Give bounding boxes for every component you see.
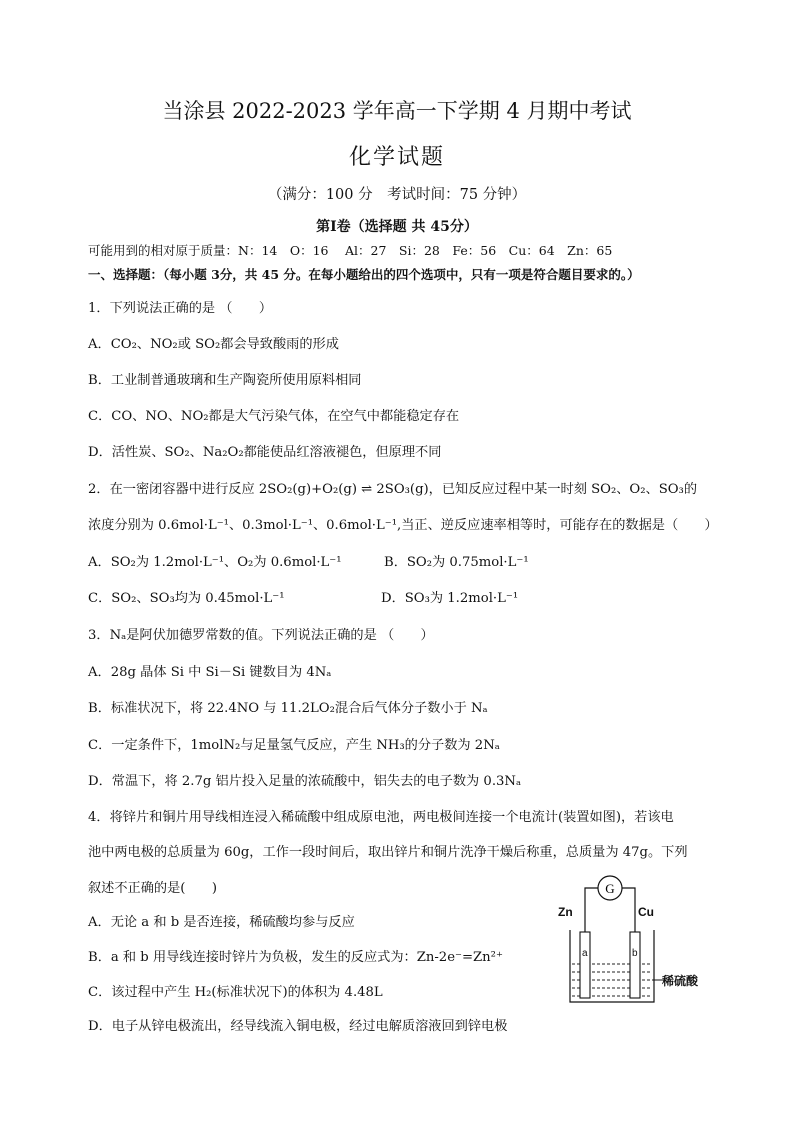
q4-option-d: D．电子从锌电极流出，经导线流入铜电极，经过电解质溶液回到锌电极: [88, 1019, 508, 1034]
q2-option-a: A．SO₂为 1.2mol·L⁻¹、O₂为 0.6mol·L⁻¹: [88, 555, 342, 570]
q3-option-c: C．一定条件下，1molN₂与足量氢气反应，产生 NH₃的分子数为 2Nₐ: [88, 738, 500, 753]
q4-stem-3: 叙述不正确的是( ): [88, 881, 217, 896]
q4-option-b: B．a 和 b 用导线连接时锌片为负极，发生的反应式为：Zn-2e⁻=Zn²⁺: [88, 950, 503, 965]
q3-option-b: B．标准状况下，将 22.4NO 与 11.2LO₂混合后气体分子数小于 Nₐ: [88, 701, 488, 716]
galvanometer-label: G: [605, 881, 615, 896]
q4-stem-2: 池中两电极的总质量为 60g，工作一段时间后，取出锌片和铜片洗净干燥后称重，总质量为 47g。下列: [88, 845, 688, 860]
q1-option-a: A．CO₂、NO₂或 SO₂都会导致酸雨的形成: [88, 337, 339, 352]
a-label: a: [582, 948, 588, 959]
volume-heading: 第Ⅰ卷（选择题 共 45分）: [316, 219, 478, 235]
q2-option-b: B．SO₂为 0.75mol·L⁻¹: [384, 555, 529, 570]
q2-stem-2: 浓度分别为 0.6mol·L⁻¹、0.3mol·L⁻¹、0.6mol·L⁻¹,当正、逆反应速率相等时，可能存在的数据是（ ）: [88, 518, 718, 533]
zinc-electrode: [580, 932, 590, 998]
q4-option-a: A．无论 a 和 b 是否连接，稀硫酸均参与反应: [88, 915, 355, 930]
atomic-mass-line: 可能用到的相对原于质量：N：14 O：16 Al：27 Si：28 Fe：56 Cu：64 Zn：65: [88, 243, 613, 258]
q1-option-c: C．CO、NO、NO₂都是大气污染气体，在空气中都能稳定存在: [88, 409, 460, 424]
q2-option-d: D．SO₃为 1.2mol·L⁻¹: [381, 591, 519, 606]
copper-electrode: [630, 932, 640, 998]
q1-stem: 1．下列说法正确的是 （ ）: [88, 301, 273, 316]
acid-label: 稀硫酸: [662, 974, 699, 988]
q4-option-c: C．该过程中产生 H₂(标准状况下)的体积为 4.48L: [88, 985, 383, 1000]
cu-label: Cu: [638, 905, 654, 919]
q1-option-d: D．活性炭、SO₂、Na₂O₂都能使品红溶液褪色，但原理不同: [88, 445, 442, 460]
zn-label: Zn: [558, 905, 573, 919]
q3-option-a: A．28g 晶体 Si 中 Si－Si 键数目为 4Nₐ: [88, 665, 332, 680]
exam-info: （满分：100 分 考试时间：75 分钟）: [267, 187, 527, 203]
q3-stem: 3．Nₐ是阿伏加德罗常数的值。下列说法正确的是 （ ）: [88, 628, 434, 643]
q2-stem-1: 2．在一密闭容器中进行反应 2SO₂(g)+O₂(g) ⇌ 2SO₃(g)，已知反应过程中某一时刻 SO₂、O₂、SO₃的: [88, 482, 698, 497]
q2-option-c: C．SO₂、SO₃均为 0.45mol·L⁻¹: [88, 591, 285, 606]
b-label: b: [632, 948, 638, 959]
subject-title: 化学试题: [348, 145, 445, 170]
section-heading: 一、选择题：（每小题 3分，共 45 分。在每小题给出的四个选项中，只有一项是符合题目要求的。）: [88, 267, 640, 282]
q4-stem-1: 4．将锌片和铜片用导线相连浸入稀硫酸中组成原电池，两电极间连接一个电流计(装置如图)，若该电: [88, 810, 674, 825]
q1-option-b: B．工业制普通玻璃和生产陶瓷所使用原料相同: [88, 373, 362, 388]
q3-option-d: D．常温下，将 2.7g 铝片投入足量的浓硫酸中，铝失去的电子数为 0.3Nₐ: [88, 774, 522, 789]
galvanic-cell-diagram: [558, 872, 708, 1007]
exam-title: 当涂县 2022-2023 学年高一下学期 4 月期中考试: [162, 99, 632, 123]
